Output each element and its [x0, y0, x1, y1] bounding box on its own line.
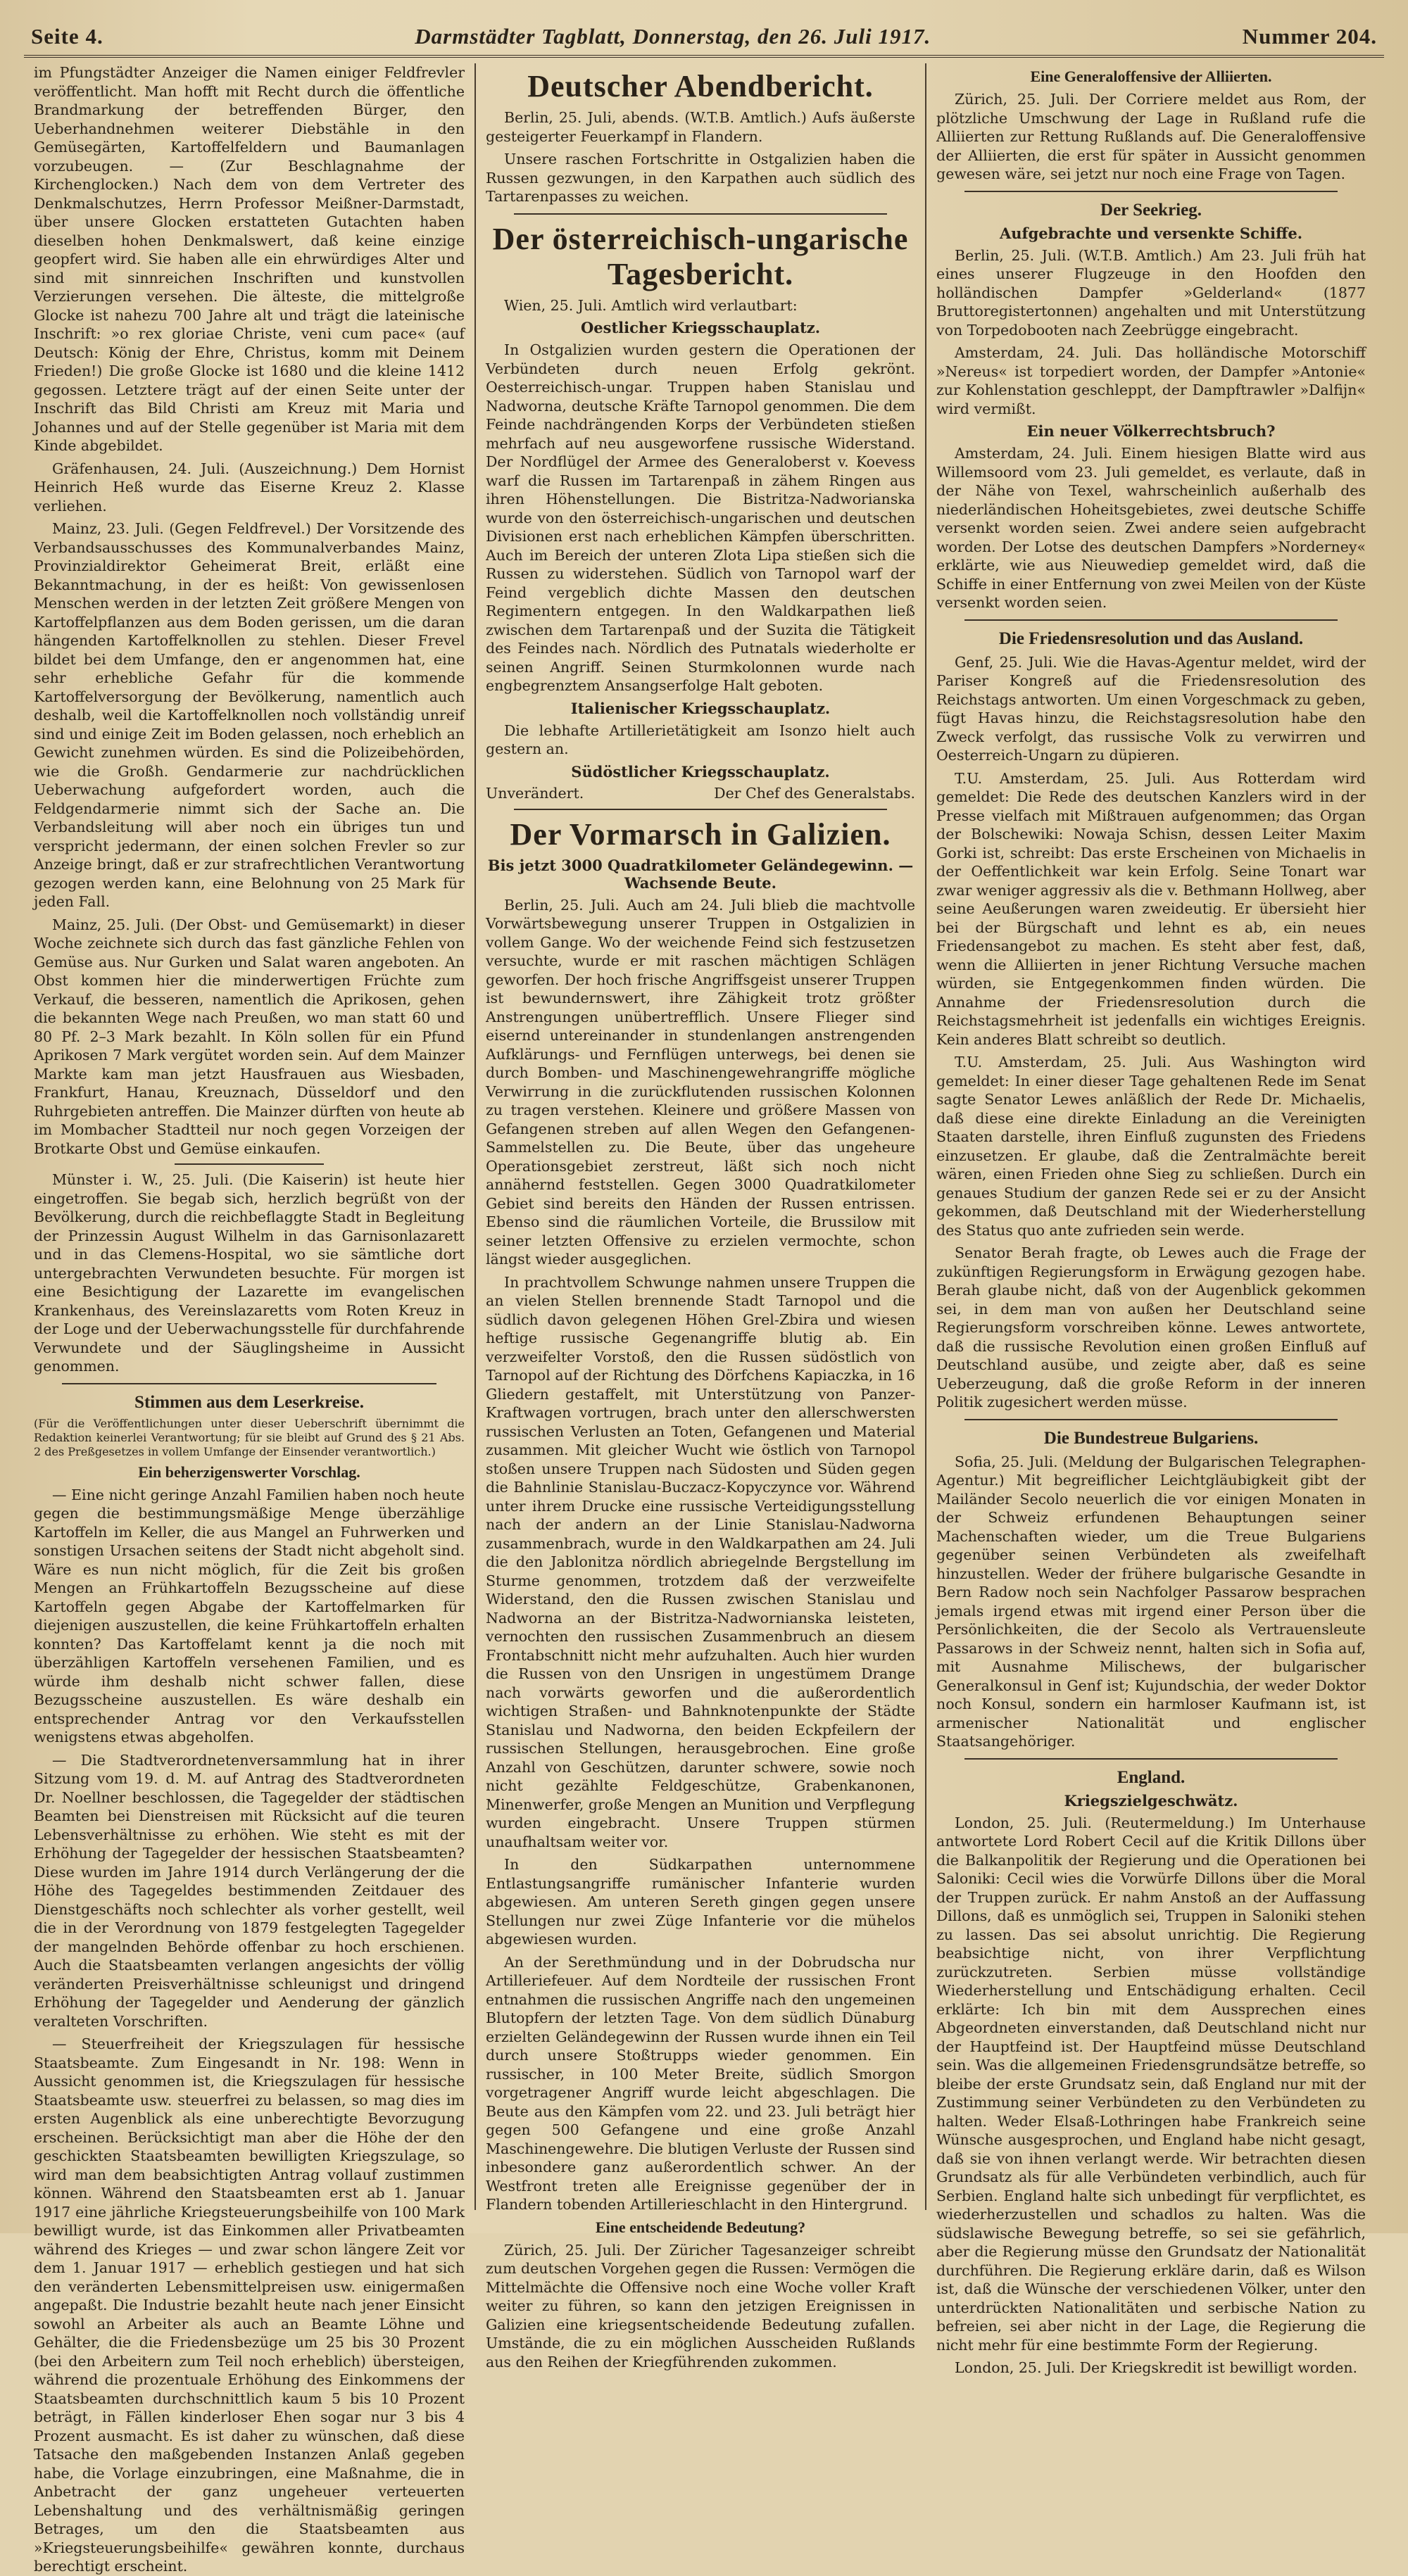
article-text: Unsere raschen Fortschritte in Ostgalizien haben die Russen gezwungen, in den Karpathen auch südlich des Tartarenpasses zu weichen.: [486, 151, 915, 205]
column-left: [24, 63, 474, 2575]
column-middle: [474, 63, 925, 2370]
masthead: [24, 24, 1384, 58]
subheadline: Bis jetzt 3000 Quadratkilometer Geländegewinn. — Wachsende Beute.: [487, 856, 914, 892]
subheading: Italienischer Kriegsschauplatz.: [570, 699, 831, 717]
issue-number: Nummer 204.: [1242, 24, 1377, 49]
divider: [514, 809, 887, 810]
article-text: Berlin, 25. Juli. Auch am 24. Juli blieb die machtvolle Vorwärtsbewegung unserer Truppen in Ostgalizien in vollem Gange. Wo der weichende Feind sich festzusetzen versuchte, wurde er mit raschen mächtigen Schlägen geworfen. Der hoch frische Angriffsgeist unserer Truppen ist bewundernswert, ihre Zähigkeit trotz größter Anstrengungen unübertrefflich. Unsere Flieger sind eisernd untereinander in stundenlangen anstrengenden Aufklärungs- und Fernflügen unterwegs, bei denen sie durch Bomben- und Maschinengewehrangriffe mögliche Verwirrung in die zurückflutenden russischen Kolonnen zu tragen verstehen. Kleinere und größere Massen von Gefangenen streben auf allen Wegen den Gefangenen-Sammelstellen zu. Die Beute, über das ungeheure Operationsgebiet zerstreut, läßt sich noch nicht annähernd feststellen. Gegen 3000 Quadratkilometer Gebiet sind bereits den Händen der Russen entrissen. Ebenso sind die räumlichen Vorteile, die Brussilow mit seiner letzten Offensive zu erzielen vermochte, schon längst wieder ausgeglichen.: [486, 896, 915, 1268]
divider: [175, 1163, 324, 1165]
article-text: T.U. Amsterdam, 25. Juli. Aus Washington wird gemeldet: In einer dieser Tage gehaltenen Rede im Senat sagte Senator Lewes anläßlich der Rede Dr. Michaelis, daß diese eine direkte Einladung an die Vereinigten Staaten darstelle, ihren Einfluß zugunsten des Friedens einzusetzen. Er glaube, daß die Zentralmächte bereit wären, einen Frieden ohne Sieg zu schließen. Durch ein genaues Studium der ganzen Rede sei er zu der Ansicht gekommen, daß Deutschland mit der Wiederherstellung des Status quo ante zufrieden sein werde.: [936, 1054, 1366, 1239]
article-text: Münster i. W., 25. Juli. (Die Kaiserin) ist heute hier eingetroffen. Sie begab sich, herzlich begrüßt von der Bevölkerung, durch die reichbeflaggte Stadt in Begleitung der Prinzessin August Wilhelm in das Garnisonlazarett und in das Clemens-Hospital, wo sie sämtliche dort untergebrachten Verwundeten besuchte. Für morgen ist eine Besichtigung der Lazarette im evangelischen Krankenhaus, des Vereinslazaretts vom Roten Kreuz in der Loge und der Ueberwachungsstelle für durchfahrende Verwundete und der Säuglingsheime in Aussicht genommen.: [34, 1171, 465, 1375]
article-text: Die lebhafte Artillerietätigkeit am Isonzo hielt auch gestern an.: [486, 721, 915, 757]
article-text: Mainz, 23. Juli. (Gegen Feldfrevel.) Der Vorsitzende des Verbandsausschusses des Kommunalverbandes Mainz, Provinzialdirektor Geheimerat Breit, erläßt eine Bekanntmachung, in der es heißt: Von gewissenlosen Menschen werden in der letzten Zeit größere Mengen von Kartoffelpflanzen aus dem Boden gerissen, um die daran hängenden Kartoffelknollen zu stehlen. Dieser Frevel bildet bei dem Umfange, den er angenommen hat, eine sehr erhebliche Gefahr für die kommende Kartoffelversorgung der Bevölkerung, namentlich auch deshalb, weil die Kartoffelknollen noch vollständig unreif sind und einige Zeit im Boden gelassen, noch erheblich an Gewicht zunehmen würden. Es sind die Polizeibehörden, wie die Großh. Gendarmerie zur nachdrücklichen Ueberwachung aufgefordert worden, auch die Feldgendarmerie nimmt sich der Sache an. Die Verbandsleitung will aber noch ein übriges tun und verspricht jedermann, der einen solchen Frevler so zur Anzeige bringt, daß er zur strafrechtlichen Verantwortung gezogen werden kann, eine Belohnung von 25 Mark für jeden Fall.: [34, 520, 465, 910]
article-text: Senator Berah fragte, ob Lewes auch die Frage der zukünftigen Regierungsform in Erwägung gezogen habe. Berah glaube nicht, daß von der Augenblick gekommen sei, in dem man von außen her Deutschland seine Regierungsform vorschreiben könne. Lewes antwortete, daß die russische Revolution einen großen Einfluß auf Deutschland ausübe, und zeigte aber, daß es seine Ueberzeugung, daß die große Reform in der inneren Politik zugesichert werden müsse.: [936, 1244, 1366, 1410]
article-text: London, 25. Juli. (Reutermeldung.) Im Unterhause antwortete Lord Robert Cecil auf die Kritik Dillons über die Balkanpolitik der Regierung und die Operationen bei Saloniki: Cecil wies die Vorwürfe Dillons über die Moral der Truppen zurück. Er nahm Anstoß an der Auffassung Dillons, daß es unmöglich sei, Truppen in Saloniki stehen zu lassen. Das sei absolut unrichtig. Die Regierung beabsichtige nicht, von ihrer Verpflichtung zurückzutreten. Serbien müsse vollständige Wiederherstellung und Entschädigung erhalten. Cecil erklärte: Ich bin mit dem Aussprechen eines Abgeordneten einverstanden, daß Deutschland nicht nur der Hauptfeind ist. Der Hauptfeind müsse Deutschland sein. Was die allgemeinen Friedensgrundsätze betreffe, so bleibe der erste Grundsatz sein, daß England nur mit der Zustimmung seiner Verbündeten zu den Verbündeten zu halten. Weder Elsaß-Lothringen habe Frankreich seine Wünsche ausgesprochen, und England habe nicht gesagt, daß sie von ihnen verlangt werde. Wir betrachten diesen Grundsatz als für alle Verbündeten verbindlich, auch für Serbien. England halte sich unbedingt für verpflichtet, es wiederherzustellen und schadlos zu halten. Was die südslawische Bewegung betreffe, so sei sie gefährlich, aber die Regierung müsse den Grundsatz der Nationalität durchführen. Die Regierung erkläre darin, daß es Wilson ist, daß die Wünsche der verschiedenen Völker, unter den unterdrückten Nationalitäten und serbische Nation zu befreien, sei aber nicht in der Lage, die Regierung die nicht mehr für eine bestimmte Form der Regierung.: [936, 1814, 1366, 2354]
article-text: Sofia, 25. Juli. (Meldung der Bulgarischen Telegraphen-Agentur.) Mit begreiflicher Leichtgläubigkeit gibt der Mailänder Secolo neuerlich die vor einigen Monaten in der Schweiz erfundenen Behauptungen seiner Machenschaften wieder, um die Treue Bulgariens gegenüber seinen Verbündeten als zweifelhaft hinzustellen. Weder der frühere bulgarische Gesandte in Bern Radow noch sein Nachfolger Passarow besprachen jemals irgend etwas mit irgend einer Person über die Persönlichkeiten, die der Secolo als Vertrauensleute Passarows in der Schweiz nennt, halten sich in Sofia auf, mit Ausnahme Milischews, der bulgarischer Generalkonsul in Genf ist; Kujundschia, der weder Doktor noch Konsul, sondern ein harmloser Kaufmann ist, ist armenischer Nationalität und englischer Staatsangehöriger.: [936, 1453, 1366, 1750]
article-text: — Eine nicht geringe Anzahl Familien haben noch heute gegen die bestimmungsmäßige Menge überzählige Kartoffeln im Keller, die aus Mangel an Fuhrwerken und sonstigen Ursachen seitens der Stadt nicht abgeholt sind. Wäre es nun nicht möglich, für die Zeit bis großen Mengen an Frühkartoffeln Bezugsscheine auf diese Kartoffeln gegen Abgabe der Kartoffelmarken für diejenigen auszustellen, die keine Frühkartoffeln erhalten konnten? Das Kartoffelamt kennt ja die noch mit überzähligen Kartoffeln versehenen Familien, und es würde ihm deshalb nicht schwer fallen, diese Bezugsscheine auszustellen. Es wäre deshalb ein entsprechender Antrag vor den Verkaufsstellen wenigstens etwas abgeholfen.: [34, 1486, 465, 1745]
article-heading: Ein beherzigenswerter Vorschlag.: [138, 1463, 360, 1481]
status-text: Unverändert.: [486, 784, 584, 802]
newspaper-title: Darmstädter Tagblatt, Donnerstag, den 26. Juli 1917.: [415, 24, 931, 49]
article-text: im Pfungstädter Anzeiger die Namen einiger Feldfrevler veröffentlicht. Man hofft mit Recht durch die öffentliche Brandmarkung der betreffenden Bürger, den Ueberhandnehmen weiterer Diebstähle in den Gemüsegärten, Kartoffelfeldern und Baumanlagen vorzubeugen. — (Zur Beschlagnahme der Kirchenglocken.) Nach dem von dem Vertreter des Denkmalschutzes, Herrn Professor Meißner-Darmstadt, über unsere Glocken erstatteten Gutachten haben dieselben hohen Denkmalswert, daß keine einzige geopfert wird. Sie haben alle ein ehrwürdiges Alter und sind mit sinnreichen Inschriften und kunstvollen Verzierungen versehen. Die älteste, die mittelgroße Glocke ist nahezu 700 Jahre alt und trägt die lateinische Inschrift: »o rex gloriae Christe, veni cum pace« (auf Deutsch: König der Ehre, Christus, komm mit Deinem Frieden!) Die große Glocke ist 1680 und die kleine 1412 gegossen. Letztere trägt auf der einen Seite unter der Inschrift das Bild Christi am Kreuz mit Maria und Johannes und auf der Stelle gegenüber ist Maria mit dem Kinde abgebildet.: [34, 64, 465, 454]
section-heading: Stimmen aus dem Leserkreise.: [134, 1392, 364, 1412]
article-text: Gräfenhausen, 24. Juli. (Auszeichnung.) Dem Hornist Heinrich Heß wurde das Eiserne Kreuz 2. Klasse verliehen.: [34, 460, 465, 514]
article-text: Mainz, 25. Juli. (Der Obst- und Gemüsemarkt) in dieser Woche zeichnete sich durch das fast gänzliche Fehlen von Gemüse aus. Nur Gurken und Salat waren angeboten. An Obst kommen hier die minderwertigen Früchte zum Verkauf, die besseren, namentlich die Aprikosen, gehen die bekannten Wege nach Preußen, wo man statt 60 und 80 Pf. 2–3 Mark bezahlt. In Köln sollen für ein Pfund Aprikosen 7 Mark vergütet worden sein. Auf dem Mainzer Markte kam man jetzt Hausfrauen aus Wiesbaden, Frankfurt, Hanau, Kreuznach, Düsseldorf und den Ruhrgebieten antreffen. Die Mainzer dürften von heute ab im Mombacher Stadtteil nur noch gegen Vorzeigen der Brotkarte Obst und Gemüse einkaufen.: [34, 916, 465, 1157]
subheading: Oestlicher Kriegsschauplatz.: [580, 319, 821, 336]
article-text: In prachtvollem Schwunge nahmen unsere Truppen die an vielen Stellen brennende Stadt Tarnopol und die südlich davon gelegenen Höhen Grel-Zbira und wiesen heftige russische Gegenangriffe blutig ab. Ein verzweifelter Vorstoß, den die Russen südöstlich von Tarnopol auf der Richtung des Dörfchens Kapiaczka, in 16 Gliedern gestaffelt, mit Unterstützung von Panzer-Kraftwagen vortrugen, brach unter den allerschwersten russischen Verlusten an Toten, Gefangenen und Material zusammen. Mit gleicher Wucht wie östlich von Tarnopol stoßen unsere Truppen nach Südosten und Süden gegen die Bahnlinie Stanislau-Buczacz-Kopyczynce vor. Während unter ihrem Drucke eine russische Verteidigungsstellung nach der andern an der Linie Stanislau-Nadworna zusammenbrach, wurde in den Waldkarpathen am 24. Juli die den Jablonitza nördlich abriegelnde Bergstellung im Sturme genommen, trotzdem daß der verzweifelte Widerstand, den die Russen zwischen Stanislau und Nadworna an der Bistritza-Nadwornianska leisteten, vernochten den russischen Zusammenbruch an diesem Frontabschnitt nicht mehr aufzuhalten. Auch hier wurden die Russen von den Unsrigen in ungestümem Drange nach vorwärts geworfen und die außerordentlich wichtigen Straßen- und Bahnknotenpunkte der Städte Stanislau und Nadworna, den beiden Eckpfeilern der russischen Stellungen, herausgebrochen. Eine große Anzahl von Geschützen, darunter schwere, sowie noch nicht gezählte Feldgeschütze, Grabenkanonen, Minenwerfer, große Mengen an Munition und Verpflegung wurden eingebracht. Unsere Truppen stürmen unaufhaltsam weiter vor.: [486, 1273, 915, 1850]
subheading: Kriegszielgeschwätz.: [1064, 1791, 1238, 1810]
columns: [24, 63, 1384, 2575]
article-text: T.U. Amsterdam, 25. Juli. Aus Rotterdam wird gemeldet: Die Rede des deutschen Kanzlers wird in der Presse vielfach mit Mißtrauen aufgenommen; das Organ der Bolschewiki: Nowaja Schisn, dessen Leiter Maxim Gorki ist, schreibt: Das erste Erscheinen von Michaelis in der Oeffentlichkeit war kein Erfolg. Seine Tonart war zwar weniger aggressiv als die v. Bethmann Hollweg, aber seine Aeußerungen waren zweideutig. Er übersieht hier bei der Bürgschaft und lehnt es ab, ein neues Friedensangebot zu machen. Es steht aber fest, daß, wenn die Alliierten in jener Richtung Versuche machen würden, sie Entgegenkommen finden würden. Die Annahme der Friedensresolution durch die Reichstagsmehrheit ist jedenfalls ein wichtiges Ereignis. Kein anderes Blatt schreibt so deutlich.: [936, 769, 1366, 1048]
column-right: [925, 63, 1376, 2376]
article-text: Zürich, 25. Juli. Der Corriere meldet aus Rom, der plötzliche Umschwung der Lage in Rußland rufe die Alliierten zur Rettung Rußlands auf. Die Generaloffensive der Alliierten, die erst für später in Aussicht genommen gewesen wäre, sei jetzt nur noch eine Frage von Tagen.: [936, 91, 1366, 182]
divider: [62, 1383, 436, 1384]
disclaimer-text: (Für die Veröffentlichungen unter dieser Ueberschrift übernimmt die Redaktion keinerlei Verantwortung; für sie bleibt auf Grund des § 21 Abs. 2 des Preßgesetzes in vollem Umfange der Einsender verantwortlich.): [34, 1416, 465, 1458]
signature-line: [486, 785, 915, 802]
headline: Der österreichisch-ungarische Tagesbericht.: [492, 221, 909, 291]
article-text: Berlin, 25. Juli, abends. (W.T.B. Amtlich.) Aufs äußerste gesteigerter Feuerkampf in Flandern.: [486, 109, 915, 145]
article-text: Amsterdam, 24. Juli. Das holländische Motorschiff »Nereus« ist torpediert worden, der Dampfer »Antonie« zur Kohlenstation geschleppt, der Dampftrawler »Dalfijn« wird vermißt.: [936, 344, 1366, 417]
divider: [964, 191, 1338, 192]
subheading: Aufgebrachte und versenkte Schiffe.: [999, 224, 1303, 242]
article-heading: Eine entscheidende Bedeutung?: [595, 2218, 806, 2236]
article-heading: Eine Generaloffensive der Alliierten.: [1030, 68, 1272, 85]
article-text: London, 25. Juli. Der Kriegskredit ist bewilligt worden.: [955, 2359, 1358, 2376]
divider: [514, 213, 887, 215]
article-text: Amsterdam, 24. Juli. Einem hiesigen Blatte wird aus Willemsoord vom 23. Juli gemeldet, es verlaute, daß in der Nähe von Texel, wahrscheinlich außerhalb des niederländischen Hoheitsgebietes, zwei deutsche Schiffe versenkt worden seien. Zwei andere seien aufgebracht worden. Der Lotse des deutschen Dampfers »Norderney« erklärte, wie aus Nieuwediep gemeldet wird, daß die Schiffe in einer Entfernung von zwei Meilen von der Küste versenkt worden seien.: [936, 445, 1366, 611]
signature: Der Chef des Generalstabs.: [714, 784, 915, 802]
subheading: Südöstlicher Kriegsschauplatz.: [571, 762, 830, 781]
section-heading: Die Bundestreue Bulgariens.: [1043, 1428, 1259, 1448]
divider: [964, 1758, 1338, 1760]
article-text: Genf, 25. Juli. Wie die Havas-Agentur meldet, wird der Pariser Kongreß auf die Friedensresolution des Reichstags antworten. Um einen Vorgeschmack zu geben, fügt Havas hinzu, die Reichstagsresolution habe den Zweck verfolgt, das russische Volk zu verwirren und Oesterreich-Ungarn zu düpieren.: [936, 653, 1366, 764]
section-heading: England.: [1117, 1767, 1186, 1787]
section-heading: Die Friedensresolution und das Ausland.: [998, 629, 1304, 648]
section-heading: Der Seekrieg.: [1100, 200, 1202, 220]
headline: Der Vormarsch in Galizien.: [510, 816, 891, 852]
page-number: Seite 4.: [31, 24, 103, 49]
article-text: An der Serethmündung und in der Dobrudscha nur Artilleriefeuer. Auf dem Nordteile der russischen Front entnahmen die russischen Angriffe nach den ungemeinen Blutopfern der letzten Tage. Von dem südlich Dünaburg erzielten Geländegewinn der Russen wurde ihnen ein Teil durch unsere Stoßtrupps wieder genommen. Ein russischer, in 100 Meter Breite, südlich Smorgon vorgetragener Angriff wurde leicht abgeschlagen. Die Beute aus den Kämpfen vom 22. und 23. Juli beträgt hier gegen 500 Gefangene und eine große Anzahl Maschinengewehre. Die blutigen Verluste der Russen sind inbesondere ganz außerordentlich schwer. An der Westfront treten alle Ereignisse gegenüber der in Flandern tobenden Artillerieschlacht in den Hintergrund.: [486, 1953, 915, 2213]
headline: Deutscher Abendbericht.: [527, 69, 874, 103]
divider: [964, 619, 1338, 621]
article-text: In Ostgalizien wurden gestern die Operationen der Verbündeten durch neuen Erfolg gekrönt. Oesterreichisch-ungar. Truppen haben Stanislau und Nadworna, deutsche Kräfte Tarnopol genommen. Die dem Feinde nachdrängenden Korps der Verbündeten stießen mehrfach auf neu ausgeworfene russische Widerstand. Der Nordflügel der Armee des Generaloberst v. Koevess warf die Russen im Tartarenpaß in zähem Ringen aus ihren Höhenstellungen. Die Bistritza-Nadworianska wurde von den österreichisch-ungarischen und deutschen Divisionen erst nach erheblichen Kämpfen überschritten. Auch im Bereich der unteren Zlota Lipa stießen sich die Russen zu widerstehen. Südlich von Tarnopol warf der Feind vergeblich dichte Massen den deutschen Regimentern entgegen. In den Waldkarpathen ließ zwischen dem Tartarenpaß und der Suzita die Tätigkeit des Feindes nach. Nördlich des Putnatals wiederholte er seinen Angriff. Seinen Sturmkolonnen wurde nach engbegrenztem Ansangserfolge Halt geboten.: [486, 341, 915, 694]
divider: [964, 1419, 1338, 1420]
article-text: — Steuerfreiheit der Kriegszulagen für hessische Staatsbeamte. Zum Eingesandt in Nr. 198: Wenn in Aussicht genommen ist, die Kriegszulagen für hessische Staatsbeamte usw. steuerfrei zu belassen, so mag dies im ersten Augenblick als eine unberechtigte Bevorzugung erscheinen. Berücksichtigt man aber die Höhe der den geschickten Staatsbeamten bewilligten Kriegszulage, so wird man dem beabsichtigten Antrag vollauf zustimmen können. Während den Staatsbeamten erst ab 1. Januar 1917 eine jährliche Kriegsteuerungsbeihilfe von 100 Mark bewilligt wurde, ist das Einkommen aller Privatbeamten während des Krieges — und zwar schon längere Zeit vor dem 1. Januar 1917 — erheblich gestiegen und hat sich den veränderten Lebensmittelpreisen usw. einigermaßen angepaßt. Die Industrie bezahlt heute nach jener Einsicht sowohl an Arbeiter als auch an Beamte Löhne und Gehälter, die die Friedensbezüge um 25 bis 30 Prozent (bei den Arbeitern zum Teil noch erheblich) übersteigen, während die prozentuale Erhöhung des Einkommens der Staatsbeamten durchschnittlich kaum 5 bis 10 Prozent beträgt, in Fällen kinderloser Ehen sogar nur 3 bis 4 Prozent ausmacht. Es ist daher zu wünschen, daß diese Tatsache den maßgebenden Instanzen Anlaß gegeben habe, die Vorlage einzubringen, eine Maßnahme, die in Anbetracht der ganz ungeheuer verteuerten Lebenshaltung und des verhältnismäßig geringen Betrages, um den die Staatsbeamten aus »Kriegsteuerungsbeihilfe« gewähren konnte, durchaus berechtigt erscheint.: [34, 2035, 465, 2575]
article-text: In den Südkarpathen unternommene Entlastungsangriffe rumänischer Infanterie wurden abgewiesen. Am unteren Sereth gingen gegen unsere Stellungen nur zwei Züge Infanterie vor die mühelos abgewiesen wurden.: [486, 1856, 915, 1947]
article-text: — Die Stadtverordnetenversammlung hat in ihrer Sitzung vom 19. d. M. auf Antrag des Stadtverordneten Dr. Noellner beschlossen, die Tagegelder der städtischen Beamten bei Dienstreisen mit Rücksicht auf die teuren Lebensverhältnisse zu erhöhen. Wie steht es mit der Erhöhung der Tagegelder der hessischen Staatsbeamten? Diese wurden im Jahre 1914 durch Verlängerung der die Höhe des Tagegeldes bestimmenden Zeitdauer des Dienstgeschäfts noch schlechter als vorher gestellt, weil die in der Verordnung von 1879 festgelegten Tagegelder der mangelnden Behörde offenbar zu hoch erschienen. Auch die Staatsbeamten verlangen angesichts der völlig veränderten Preisverhältnisse schleunigst und dringend Erhöhung der Tagegelder und Aenderung der gänzlich veralteten Vorschriften.: [34, 1751, 465, 2030]
article-text: Berlin, 25. Juli. (W.T.B. Amtlich.) Am 23. Juli früh hat eines unserer Flugzeuge in den Hoofden den holländischen Dampfer »Gelderland« (1877 Bruttoregistertonnen) angehalten und mit Unterstützung von Torpedobooten nach Zeebrügge eingebracht.: [936, 246, 1366, 339]
subheading: Ein neuer Völkerrechtsbruch?: [1026, 422, 1276, 440]
article-text: Zürich, 25. Juli. Der Züricher Tagesanzeiger schreibt zum deutschen Vorgehen gegen die Russen: Vermögen die Mittelmächte die Offensive noch eine Woche voller Kraft weiter zu führen, so kann den jetzigen Ereignissen in Galizien eine kriegsentscheidende Bedeutung zufallen. Umstände, die zu ein möglichen Ausscheiden Rußlands aus den Reihen der Kriegführenden zukommen.: [486, 2241, 915, 2370]
article-text: Wien, 25. Juli. Amtlich wird verlautbart:: [504, 296, 798, 314]
